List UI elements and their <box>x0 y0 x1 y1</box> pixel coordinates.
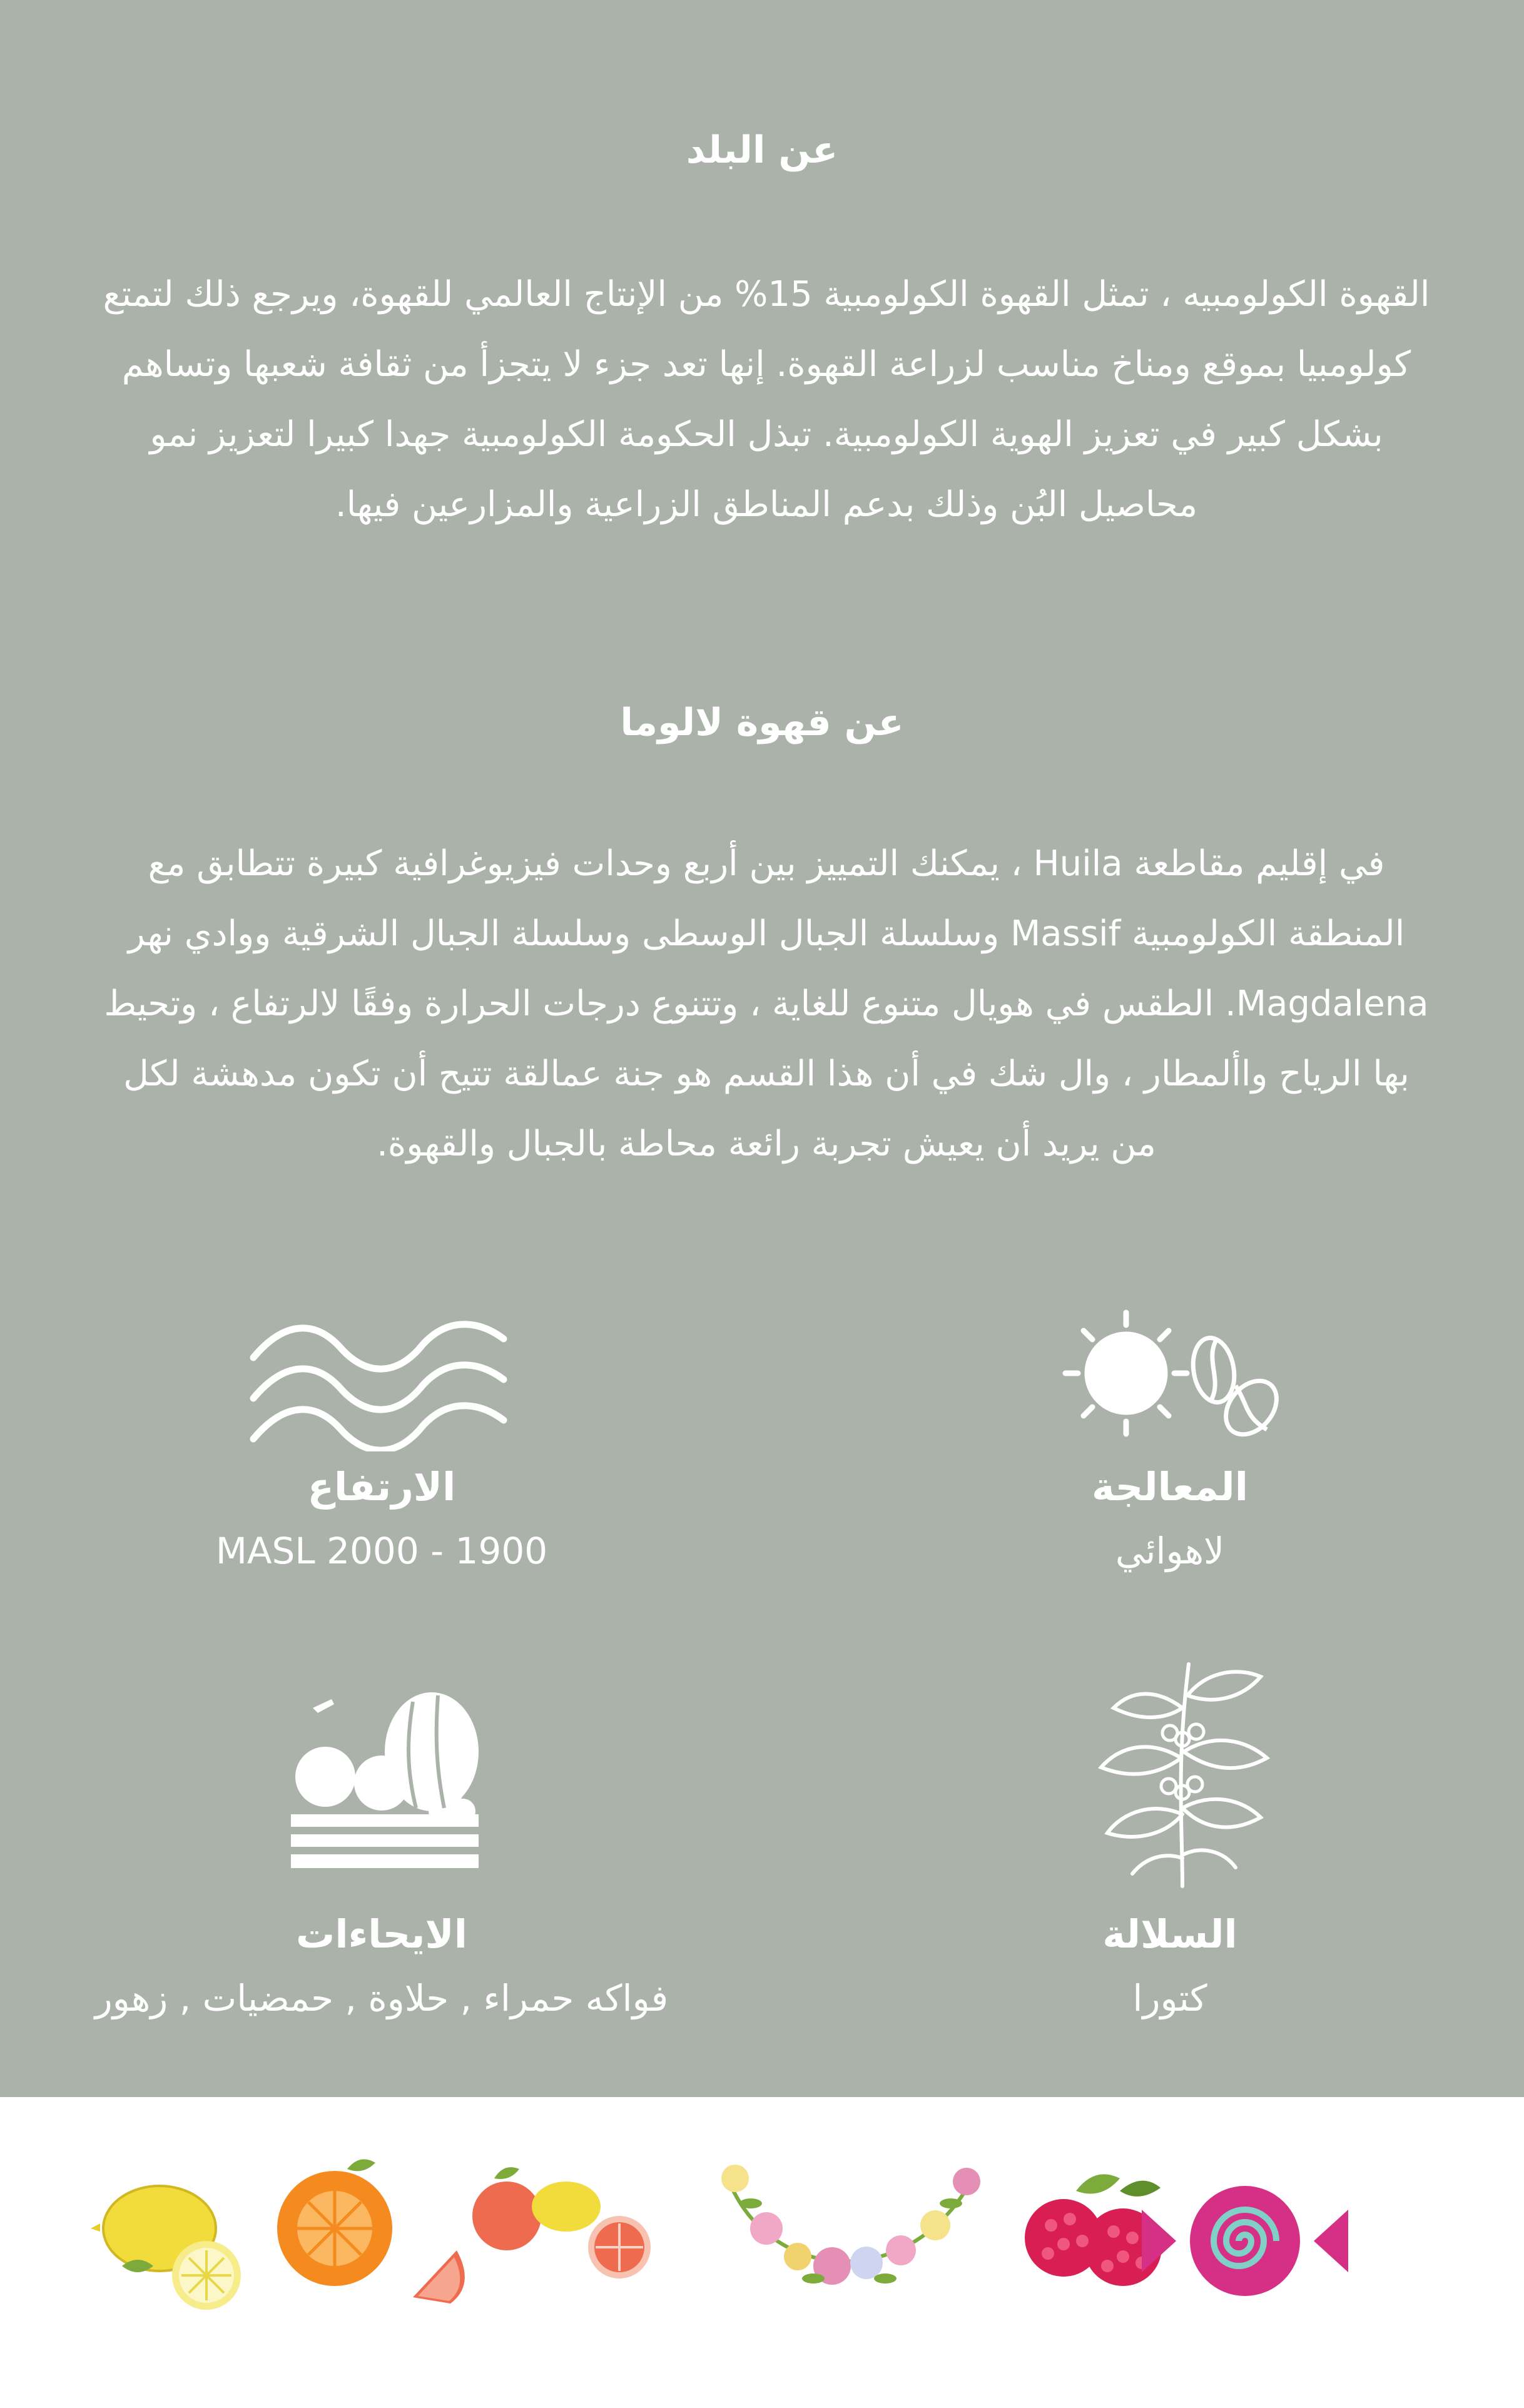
country-heading: عن البلد <box>686 128 838 172</box>
notes-value: فواكه حمراء , حلاوة , حمضيات , زهور <box>94 1977 669 2019</box>
raspberry-illustration <box>1025 2174 1162 2286</box>
coffee-plant-icon <box>1089 1652 1276 1889</box>
country-paragraph: القهوة الكولومبيه ، تمثل القهوة الكولومبية 15% من الإنتاج العالمي للقهوة، ويرجع ذلك لتمتع كولومبيا بموقع ومناخ مناسب لزراعة القهوة. إنها تعد جزء لا يتجزأ من ثقافة شعبها وتساهم بشكل كبير في تعزيز الهوية الكولومبية. تبذل الحكومة الكولومبية جهدا كبيرا لتعزيز نمو محاصيل البُن وذلك بدعم المناطق الزراعية والمزارعين فيها. <box>103 274 1430 525</box>
waves-icon <box>247 1314 510 1451</box>
orange-illustration <box>277 2159 392 2286</box>
citrus-illustration <box>413 2167 651 2304</box>
altitude-value: 1900 - 2000 MASL <box>215 1530 548 1572</box>
variety-title: السلالة <box>1102 1911 1237 1957</box>
altitude-title: الارتفاع <box>307 1464 456 1510</box>
process-title: المعالجة <box>1092 1464 1248 1510</box>
process-value: لاهوائي <box>1115 1530 1225 1572</box>
candy-illustration <box>1142 2186 1348 2296</box>
variety-value: كتورا <box>1132 1977 1207 2019</box>
brand-paragraph: في إقليم مقاطعة Huila ، يمكنك التمييز بين أربع وحدات فيزيوغرافية كبيرة تتطابق مع المنطقة الكولومبية Massif وسلسلة الجبال الوسطى وسلسلة الجبال الشرقية ووادي نهر Magdalena. الطقس في هويال متنوع للغاية ، وتتنوع درجات الحرارة وفقًا لالرتفاع ، وتحيط بها الرياح واألمطار ، وال شك في أن هذا القسم هو جنة عمالقة تتيح أن تكون مدهشة لكل من يريد أن يعيش تجربة رائعة محاطة بالجبال والقهوة. <box>104 843 1429 1164</box>
sun-beans-icon <box>1057 1301 1283 1451</box>
fruit-basket-icon <box>288 1689 482 1871</box>
lemon-illustration <box>91 2186 241 2310</box>
notes-title: الايحاءات <box>296 1911 467 1957</box>
flower-garland-illustration <box>721 2165 980 2285</box>
flavor-illustrations <box>0 2097 1524 2408</box>
brand-heading: عن قهوة لالوما <box>620 701 904 744</box>
